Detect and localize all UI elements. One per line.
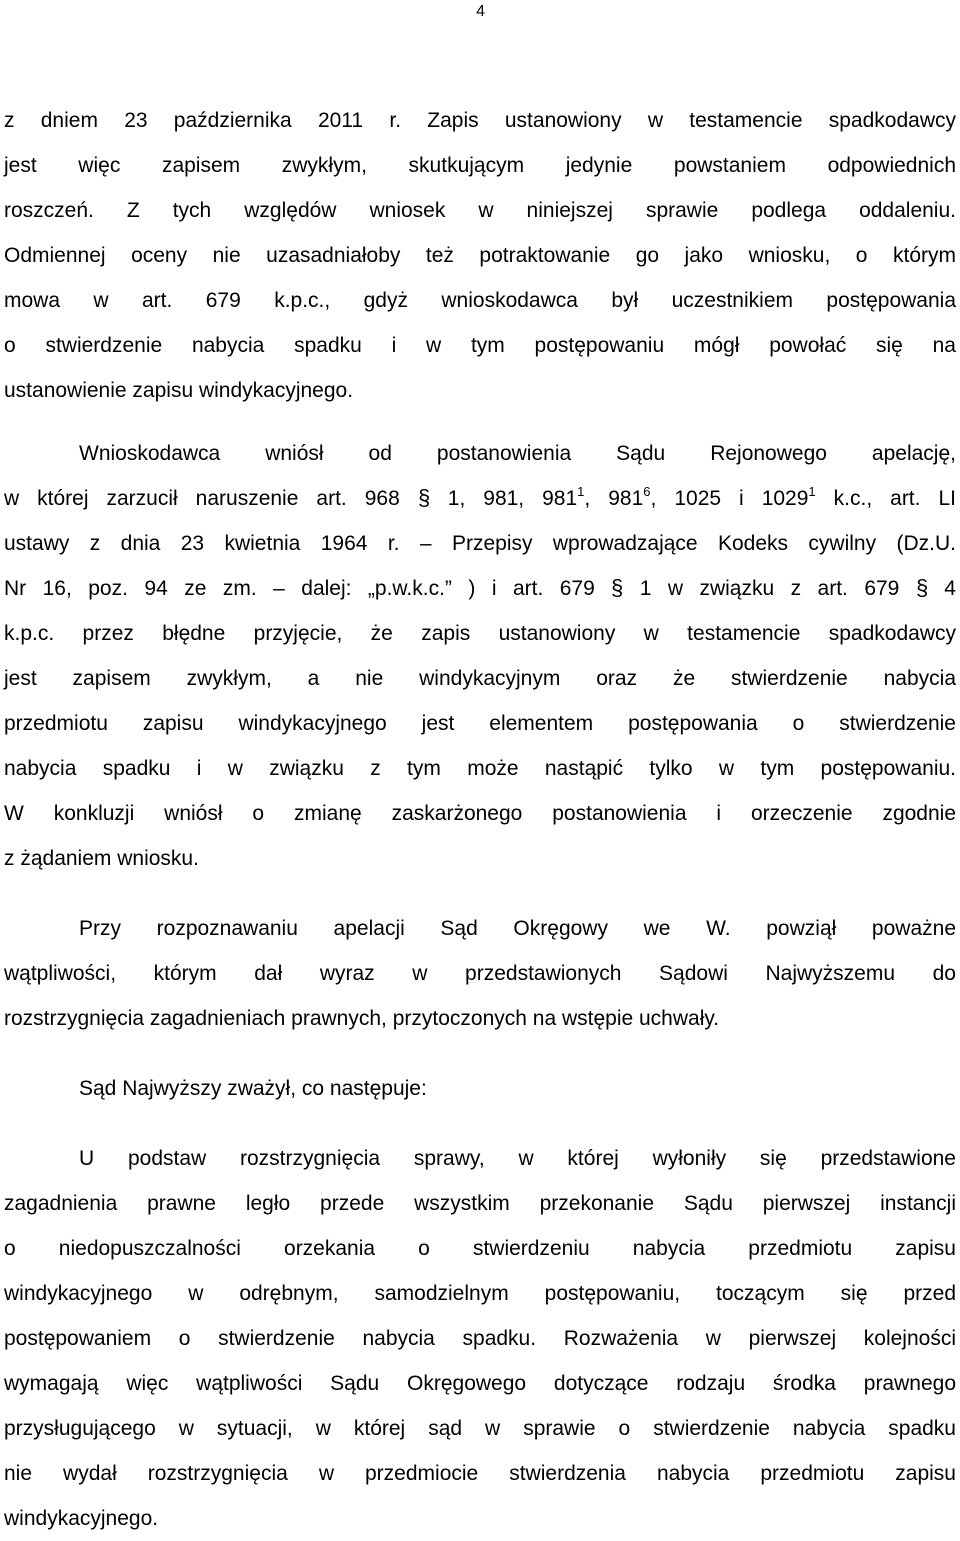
- line-text: ustanowienie zapisu windykacyjnego.: [4, 379, 354, 402]
- line-text: 1, 981, 981: [447, 487, 578, 510]
- page-number: [0, 2, 960, 22]
- text-line: [4, 1181, 956, 1226]
- text-line: [4, 1226, 956, 1271]
- line-text: W konkluzji wniósł o zmianę zaskarżonego postanowienia i orzeczenie zgodnie: [4, 802, 956, 825]
- superscript: 1: [808, 484, 816, 499]
- text-line: [4, 1316, 956, 1361]
- text-line: [4, 1406, 956, 1451]
- text-line: [4, 233, 956, 278]
- line-text: mowa w art. 679 k.p.c., gdyż wnioskodawca był uczestnikiem postępowania: [4, 289, 956, 312]
- line-text: k.c., art. LI: [815, 487, 956, 510]
- line-text: zagadnienia prawne legło przede wszystkim przekonanie Sądu pierwszej instancji: [4, 1192, 956, 1215]
- document-body: [4, 98, 956, 1541]
- line-text: , 1025 i 1029: [650, 487, 809, 510]
- text-line: [4, 1066, 956, 1111]
- line-text: Odmiennej oceny nie uzasadniałoby też potraktowanie go jako wniosku, o którym: [4, 244, 956, 267]
- section-sign-icon: [611, 575, 623, 601]
- line-text: z dniem 23 października 2011 r. Zapis ustanowiony w testamencie spadkodawcy: [4, 109, 956, 132]
- text-line: [4, 1136, 956, 1181]
- line-text: windykacyjnego w odrębnym, samodzielnym postępowaniu, toczącym się przed: [4, 1282, 956, 1305]
- line-text: przysługującego w sytuacji, w której sąd w sprawie o stwierdzenie nabycia spadku: [4, 1417, 956, 1440]
- line-text: jest więc zapisem zwykłym, skutkującym jedynie powstaniem odpowiednich: [4, 154, 956, 177]
- text-line: [4, 566, 956, 611]
- line-text: o niedopuszczalności orzekania o stwierdzeniu nabycia przedmiotu zapisu: [4, 1237, 956, 1260]
- text-line: [4, 1496, 956, 1541]
- line-text: w której zarzucił naruszenie art. 968: [4, 487, 400, 510]
- text-line: [4, 1451, 956, 1496]
- line-text: Wnioskodawca wniósł od postanowienia Sądu Rejonowego apelację,: [79, 442, 956, 465]
- text-line: [4, 791, 956, 836]
- text-line: [4, 746, 956, 791]
- text-line: [4, 368, 956, 413]
- line-text: k.p.c. przez błędne przyjęcie, że zapis ustanowiony w testamencie spadkodawcy: [4, 622, 956, 645]
- text-line: [4, 143, 956, 188]
- section-sign-icon: [916, 575, 928, 601]
- section-sign-icon: [418, 485, 430, 511]
- superscript: 6: [643, 484, 651, 499]
- line-text: przedmiotu zapisu windykacyjnego jest elementem postępowania o stwierdzenie: [4, 712, 956, 735]
- text-line: [4, 656, 956, 701]
- text-line: [4, 323, 956, 368]
- line-text: , 981: [584, 487, 644, 510]
- paragraph-1: [4, 98, 956, 413]
- paragraph-5: [4, 1136, 956, 1541]
- line-text: wątpliwości, którym dał wyraz w przedstawionych Sądowi Najwyższemu do: [4, 962, 956, 985]
- line-text: ustawy z dnia 23 kwietnia 1964 r. – Przepisy wprowadzające Kodeks cywilny (Dz.U.: [4, 532, 956, 555]
- text-line: [4, 996, 956, 1041]
- line-text: nabycia spadku i w związku z tym może nastąpić tylko w tym postępowaniu.: [4, 757, 956, 780]
- line-text: nie wydał rozstrzygnięcia w przedmiocie stwierdzenia nabycia przedmiotu zapisu: [4, 1462, 956, 1485]
- text-line: [4, 98, 956, 143]
- line-text: Przy rozpoznawaniu apelacji Sąd Okręgowy we W. powziął poważne: [79, 917, 956, 940]
- text-line: [4, 836, 956, 881]
- line-text: Nr 16, poz. 94 ze zm. – dalej: „p.w.k.c.” ) i art. 679: [4, 577, 595, 600]
- line-text: wymagają więc wątpliwości Sądu Okręgowego dotyczące rodzaju środka prawnego: [4, 1372, 956, 1395]
- line-text: rozstrzygnięcia zagadnieniach prawnych, przytoczonych na wstępie uchwały.: [4, 1007, 720, 1030]
- text-line: [4, 951, 956, 996]
- text-line: [4, 1271, 956, 1316]
- svg-text:§: §: [611, 575, 624, 600]
- line-text: Sąd Najwyższy zważył, co następuje:: [79, 1077, 427, 1100]
- line-text: o stwierdzenie nabycia spadku i w tym postępowaniu mógł powołać się na: [4, 334, 956, 357]
- paragraph-3: [4, 906, 956, 1041]
- text-line: [4, 1361, 956, 1406]
- text-line: [4, 476, 956, 521]
- svg-text:§: §: [417, 485, 430, 510]
- text-line: [4, 188, 956, 233]
- page-number-text: 4: [476, 3, 485, 20]
- line-text: 4: [944, 577, 956, 600]
- text-line: [4, 521, 956, 566]
- superscript: 1: [577, 484, 585, 499]
- line-text: postępowaniem o stwierdzenie nabycia spadku. Rozważenia w pierwszej kolejności: [4, 1327, 956, 1350]
- line-text: 1 w związku z art. 679: [639, 577, 900, 600]
- text-line: [4, 611, 956, 656]
- text-line: [4, 701, 956, 746]
- line-text: U podstaw rozstrzygnięcia sprawy, w której wyłoniły się przedstawione: [79, 1147, 956, 1170]
- text-line: [4, 906, 956, 951]
- paragraph-2: [4, 431, 956, 881]
- line-text: z żądaniem wniosku.: [4, 847, 199, 870]
- line-text: jest zapisem zwykłym, a nie windykacyjnym oraz że stwierdzenie nabycia: [4, 667, 956, 690]
- text-line: [4, 431, 956, 476]
- line-text: roszczeń. Z tych względów wniosek w niniejszej sprawie podlega oddaleniu.: [4, 199, 956, 222]
- paragraph-4: [4, 1066, 956, 1111]
- svg-text:§: §: [915, 575, 928, 600]
- text-line: [4, 278, 956, 323]
- line-text: windykacyjnego.: [4, 1507, 159, 1530]
